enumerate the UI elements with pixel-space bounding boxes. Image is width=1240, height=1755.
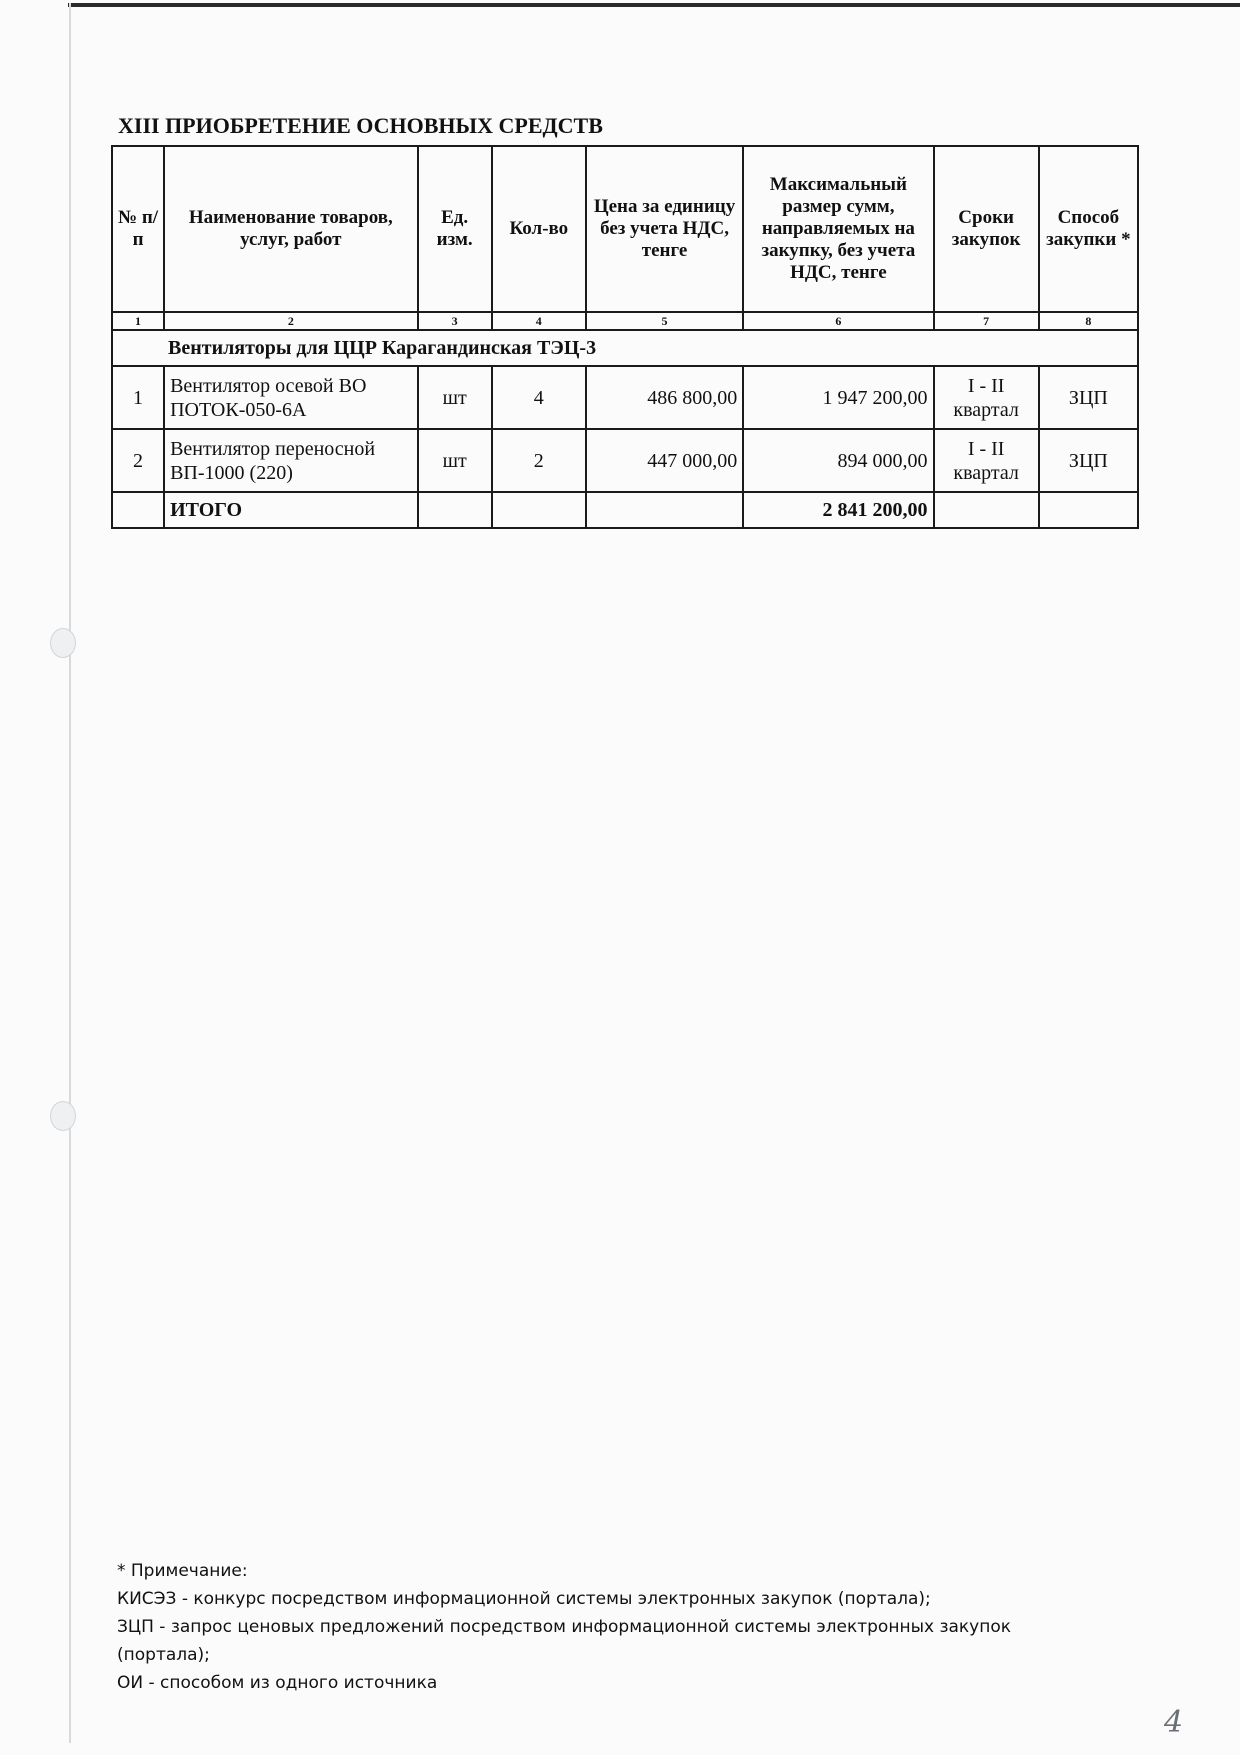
row-name xyxy=(164,366,417,429)
table-row xyxy=(112,429,1138,492)
total-empty-cell xyxy=(112,492,164,528)
footnotes xyxy=(117,1557,1107,1697)
group-title: Вентиляторы для ЦЦР Карагандинская ТЭЦ-3 xyxy=(112,330,1138,366)
row-name-line: ПОТОК-050-6А xyxy=(170,398,307,421)
row-qty: 4 xyxy=(492,366,586,429)
scan-top-edge xyxy=(68,3,1240,7)
total-empty-cell xyxy=(934,492,1039,528)
row-term xyxy=(934,429,1039,492)
row-qty: 2 xyxy=(492,429,586,492)
row-method: ЗЦП xyxy=(1039,429,1138,492)
footnote-line: ОИ - способом из одного источника xyxy=(117,1673,438,1693)
row-name-line: Вентилятор переносной xyxy=(170,437,376,460)
header-num: № п/п xyxy=(112,146,164,312)
footnote-line: КИСЭЗ - конкурс посредством информационной системы электронных закупок (портала); xyxy=(117,1589,931,1609)
row-term-line: I - II xyxy=(967,374,1005,397)
row-price: 486 800,00 xyxy=(586,366,743,429)
header-name: Наименование товаров, услуг, работ xyxy=(164,146,417,312)
header-terms: Сроки закупок xyxy=(934,146,1039,312)
row-max-sum: 894 000,00 xyxy=(743,429,933,492)
row-name-line: ВП-1000 (220) xyxy=(170,461,293,484)
column-number-row xyxy=(112,312,1138,330)
header-unit: Ед. изм. xyxy=(418,146,492,312)
handwritten-page-number: 4 xyxy=(1164,1705,1184,1740)
total-row xyxy=(112,492,1138,528)
section-title: XIII ПРИОБРЕТЕНИЕ ОСНОВНЫХ СРЕДСТВ xyxy=(118,113,603,138)
column-number: 1 xyxy=(112,312,164,330)
footnote-line: ЗЦП - запрос ценовых предложений посредством информационной системы электронных закупок xyxy=(117,1617,1012,1637)
punch-hole-upper xyxy=(50,628,76,658)
row-max-sum: 1 947 200,00 xyxy=(743,366,933,429)
procurement-table xyxy=(111,145,1139,529)
row-num: 2 xyxy=(112,429,164,492)
punch-hole-lower xyxy=(50,1101,76,1131)
total-empty-cell xyxy=(418,492,492,528)
footnote-title: * Примечание: xyxy=(117,1561,248,1581)
header-method: Способ закупки * xyxy=(1039,146,1138,312)
column-number: 4 xyxy=(492,312,586,330)
row-method: ЗЦП xyxy=(1039,366,1138,429)
row-num: 1 xyxy=(112,366,164,429)
row-unit: шт xyxy=(418,366,492,429)
row-term xyxy=(934,366,1039,429)
row-unit: шт xyxy=(418,429,492,492)
row-name-line: Вентилятор осевой ВО xyxy=(170,374,367,397)
column-number: 3 xyxy=(418,312,492,330)
header-row xyxy=(112,146,1138,312)
column-number: 6 xyxy=(743,312,933,330)
scan-left-edge xyxy=(69,3,71,1743)
header-qty: Кол-во xyxy=(492,146,586,312)
row-term-line: квартал xyxy=(953,461,1019,484)
column-number: 7 xyxy=(934,312,1039,330)
total-empty-cell xyxy=(586,492,743,528)
column-number: 5 xyxy=(586,312,743,330)
header-price: Цена за единицу без учета НДС, тенге xyxy=(586,146,743,312)
column-number: 2 xyxy=(164,312,417,330)
row-term-line: квартал xyxy=(953,398,1019,421)
row-price: 447 000,00 xyxy=(586,429,743,492)
total-empty-cell xyxy=(1039,492,1138,528)
header-max-sum: Максимальный размер сумм, направляемых на закупку, без учета НДС, тенге xyxy=(743,146,933,312)
row-name xyxy=(164,429,417,492)
group-row xyxy=(112,330,1138,366)
total-label: ИТОГО xyxy=(164,492,417,528)
row-term-line: I - II xyxy=(967,437,1005,460)
total-value: 2 841 200,00 xyxy=(743,492,933,528)
table-row xyxy=(112,366,1138,429)
total-empty-cell xyxy=(492,492,586,528)
footnote-line: (портала); xyxy=(117,1645,210,1665)
column-number: 8 xyxy=(1039,312,1138,330)
